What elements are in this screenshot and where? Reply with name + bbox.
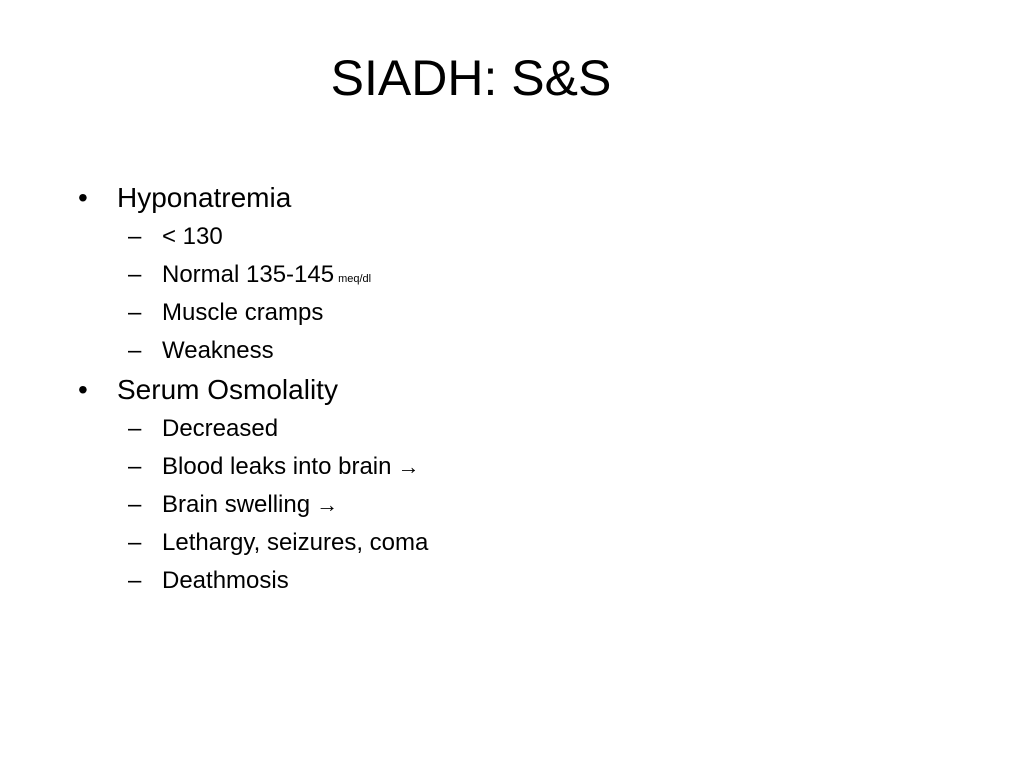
sub-item: [78, 332, 938, 370]
bullet-item-hyponatremia: [78, 178, 938, 218]
sub-item-line: [162, 256, 371, 298]
slide-title: SIADH: S&S: [330, 50, 612, 106]
sub-item: [78, 562, 938, 600]
arrow-right-icon: →: [397, 454, 420, 479]
bullet-label: Serum Osmolality: [117, 374, 338, 405]
sub-item-line: [162, 486, 338, 524]
dash-marker: –: [128, 529, 142, 556]
slide-body: [78, 178, 938, 600]
sub-item-text: Brain swelling: [162, 491, 311, 518]
sub-item-line: [162, 448, 419, 486]
dash-marker: –: [128, 415, 142, 442]
sub-item: [78, 256, 938, 294]
sub-item-text: Blood leaks into brain: [162, 453, 392, 480]
dash-marker: –: [128, 261, 142, 288]
sub-item-text: Decreased: [162, 415, 279, 442]
dash-marker: –: [128, 567, 142, 594]
bullet-marker: •: [78, 374, 88, 405]
dash-marker: –: [128, 453, 142, 480]
sub-item: [78, 486, 938, 524]
sub-item-text: Weakness: [162, 337, 274, 364]
bullet-item-serum-osmolality: [78, 370, 938, 410]
sub-item: [78, 294, 938, 332]
dash-marker: –: [128, 223, 142, 250]
sub-item: [78, 524, 938, 562]
sub-item-text: < 130: [162, 223, 223, 250]
dash-marker: –: [128, 491, 142, 518]
sub-item: [78, 218, 938, 256]
sub-item-text: Deathmosis: [162, 567, 289, 594]
sub-item: [78, 410, 938, 448]
dash-marker: –: [128, 299, 142, 326]
unit-label: meq/dl: [338, 273, 372, 285]
dash-marker: –: [128, 337, 142, 364]
bullet-label: Hyponatremia: [117, 182, 292, 213]
arrow-right-icon: →: [316, 492, 339, 517]
sub-item-text: Muscle cramps: [162, 299, 324, 326]
sub-item: [78, 448, 938, 486]
sub-item-text: Lethargy, seizures, coma: [162, 529, 429, 556]
bullet-marker: •: [78, 182, 88, 213]
sub-item-text: Normal 135-145: [162, 261, 335, 288]
